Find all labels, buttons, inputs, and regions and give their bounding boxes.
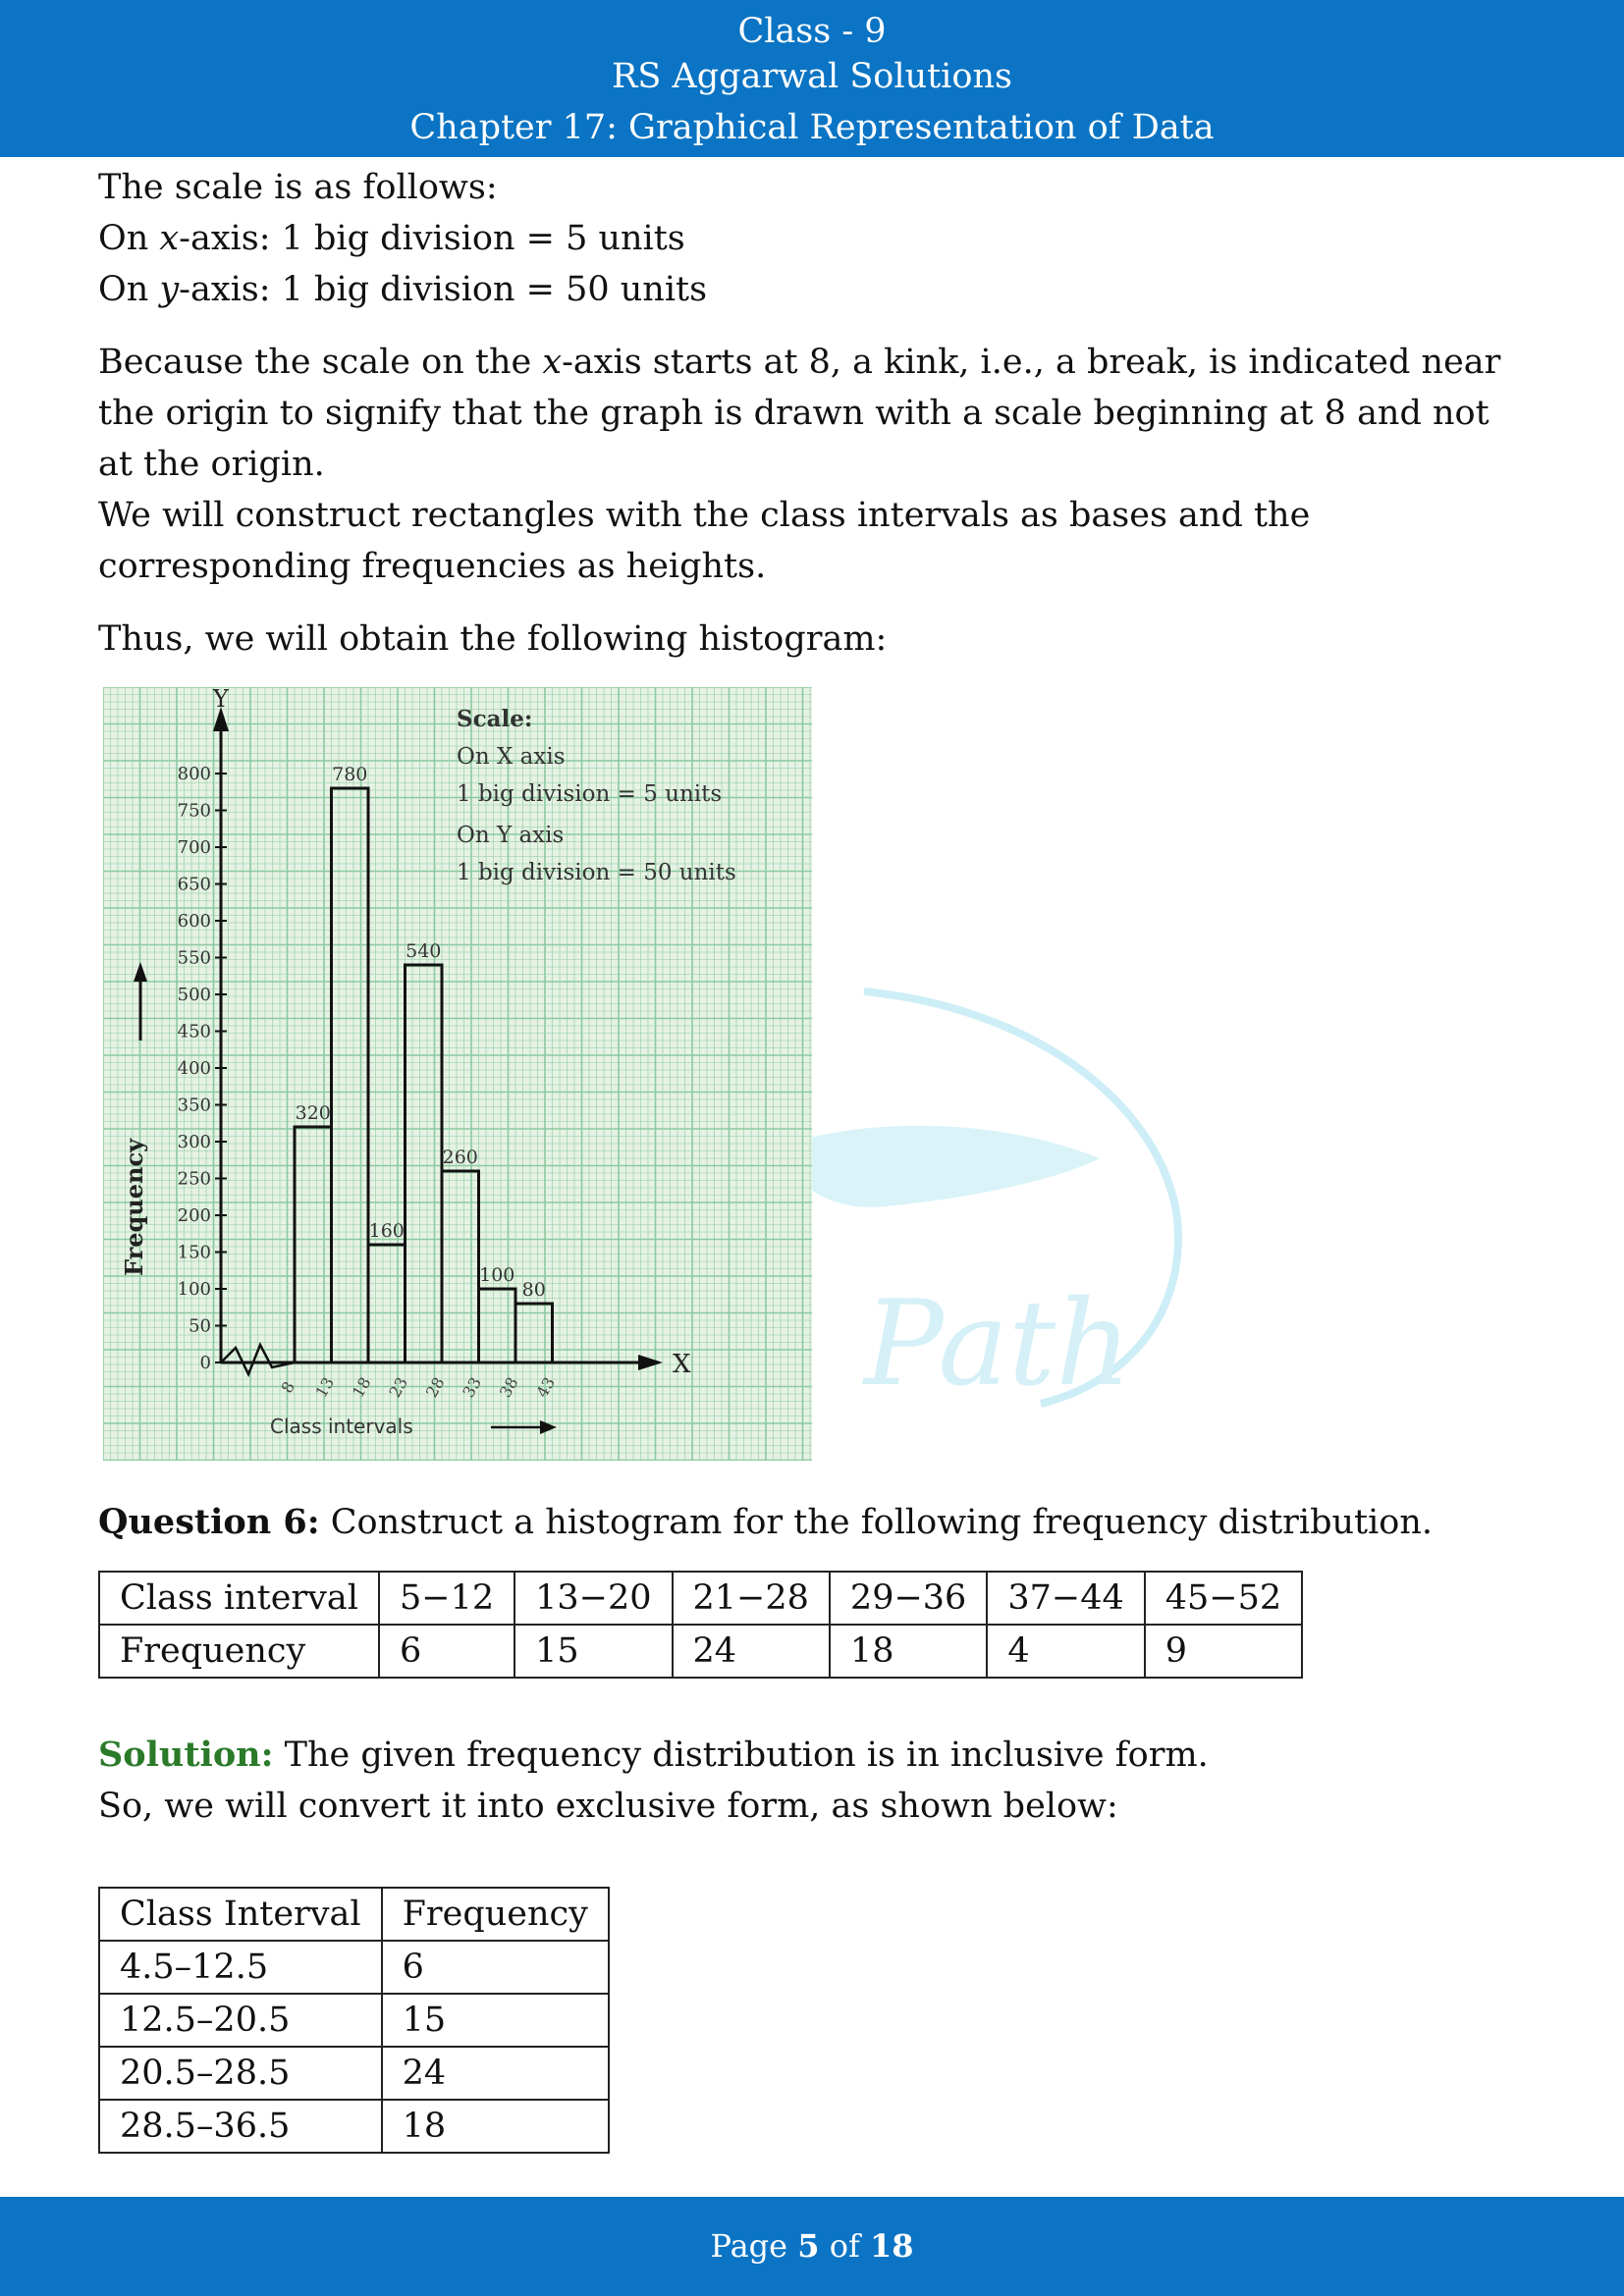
table-cell: 18 [830,1625,987,1678]
x-tick-label: 28 [421,1373,449,1401]
total-pages: 18 [869,2227,914,2265]
table-header-cell: Class interval [99,1572,379,1625]
table-cell: 18 [382,2100,609,2153]
y-tick-label: 400 [177,1058,211,1079]
table-row [99,1625,1302,1678]
table-cell: 29−36 [830,1572,987,1625]
solution-text [98,1730,1532,1832]
bar-value-label: 540 [406,940,442,962]
y-tick-label: 200 [177,1205,211,1226]
watermark-logo [805,972,1218,1433]
table-cell: 5−12 [379,1572,514,1625]
construct-paragraph: We will construct rectangles with the class intervals as bases and the corresponding frequencies as heights. [98,496,1311,586]
bar-value-label: 780 [332,764,368,785]
bar-value-label: 160 [368,1220,405,1242]
x-tick-label: 43 [532,1373,560,1401]
table-cell: 12.5–20.5 [99,1994,382,2047]
y-tick-label: 700 [177,837,211,858]
bar-value-label: 260 [442,1147,478,1168]
solution-line-1: The given frequency distribution is in inclusive form. [273,1735,1209,1775]
y-tick-label: 600 [177,911,211,932]
table-row [99,1888,609,1941]
y-tick-label: 800 [177,764,211,784]
header-book: RS Aggarwal Solutions [612,57,1012,96]
y-tick-label: 0 [199,1353,211,1373]
scale-note-line: 1 big division = 50 units [457,860,736,885]
y-tick-label: 300 [177,1132,211,1152]
y-tick-label: 650 [177,874,211,895]
y-tick-label: 50 [189,1315,211,1337]
table-header-cell: Frequency [99,1625,379,1678]
question-6-text: Construct a histogram for the following frequency distribution. [319,1503,1434,1542]
x-tick-label: 8 [277,1378,299,1397]
y-tick-label: 550 [177,947,211,969]
table-row [99,1994,609,2047]
x-scale-line: On x-axis: 1 big division = 5 units [98,219,685,258]
table-cell: 21−28 [673,1572,830,1625]
y-tick-label: 450 [177,1021,211,1042]
table-cell: 24 [673,1625,830,1678]
bar-value-label: 80 [521,1279,546,1301]
y-tick-label: 750 [177,800,211,822]
svg-text:Path: Path [864,1276,1132,1413]
exclusive-form-table [98,1887,610,2154]
page-header [0,0,1624,157]
current-page: 5 [797,2227,820,2265]
question-6 [98,1497,1532,1548]
table-cell: 15 [382,1994,609,2047]
x-axis-label: Class intervals [270,1415,413,1438]
table-cell: 37−44 [987,1572,1144,1625]
y-axis-label: Frequency [120,1138,148,1277]
table-row [99,2100,609,2153]
scale-note-line: On X axis [457,744,566,770]
x-tick-label: 18 [348,1373,375,1401]
table-cell: 28.5–36.5 [99,2100,382,2153]
question-6-label: Question 6: [98,1502,320,1542]
y-tick-label: 100 [177,1279,211,1300]
table-row [99,1941,609,1994]
histogram-chart [103,687,812,1461]
scale-note-line: 1 big division = 5 units [457,781,723,807]
scale-note-line: On Y axis [457,823,565,848]
table-cell: 4 [987,1625,1144,1678]
scale-note-title: Scale: [457,706,533,732]
table-row [99,2047,609,2100]
y-axis-letter: Y [213,687,229,713]
page-footer: Page 5 of 18 [0,2197,1624,2296]
histogram-figure [103,687,812,1461]
table-cell: 15 [514,1625,672,1678]
table-cell: 13−20 [514,1572,672,1625]
table-header-cell: Frequency [382,1888,609,1941]
header-class: Class - 9 [737,12,887,51]
scale-line: The scale is as follows: [98,168,498,207]
y-scale-line: On y-axis: 1 big division = 50 units [98,270,708,309]
table-cell: 24 [382,2047,609,2100]
y-tick-label: 150 [177,1242,211,1263]
intro-text [98,162,1532,665]
y-tick-label: 350 [177,1095,211,1116]
x-tick-label: 23 [385,1373,412,1401]
table-cell: 20.5–28.5 [99,2047,382,2100]
solution-line-2: So, we will convert it into exclusive form, as shown below: [98,1787,1118,1826]
y-tick-label: 500 [177,985,211,1005]
kink-paragraph: Because the scale on the x-axis starts at 8, a kink, i.e., a break, is indicated near the origin to signify that the graph is drawn with a scale beginning at 8 and not at the origin. [98,343,1501,484]
bar-value-label: 320 [295,1102,331,1124]
table-cell: 45−52 [1145,1572,1302,1625]
header-chapter: Chapter 17: Graphical Representation of Data [409,108,1215,147]
question-6-table [98,1571,1303,1679]
x-tick-label: 38 [495,1373,522,1401]
table-cell: 6 [382,1941,609,1994]
x-tick-label: 13 [311,1373,339,1401]
solution-label: Solution: [98,1735,274,1775]
table-cell: 6 [379,1625,514,1678]
y-tick-label: 250 [177,1168,211,1190]
bar-value-label: 100 [479,1264,515,1286]
x-axis-letter: X [673,1350,691,1379]
table-header-cell: Class Interval [99,1888,382,1941]
table-row [99,1572,1302,1625]
x-tick-label: 33 [459,1373,486,1401]
thus-line: Thus, we will obtain the following histogram: [98,619,888,659]
table-cell: 4.5–12.5 [99,1941,382,1994]
table-cell: 9 [1145,1625,1302,1678]
